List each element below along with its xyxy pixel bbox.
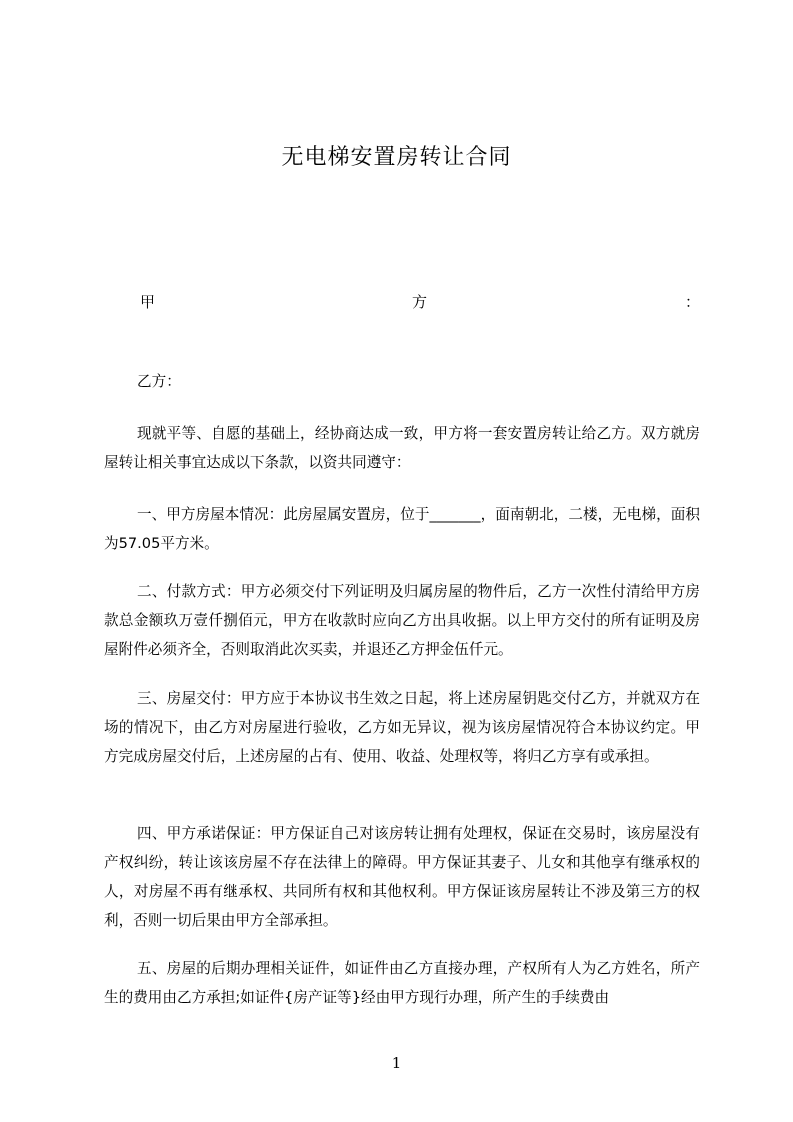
party-a-char-2: 方 [412, 293, 428, 311]
clause-4-paragraph: 四、甲方承诺保证：甲方保证自己对该房转让拥有处理权，保证在交易时，该房屋没有产权纠纷，转让该该房屋不存在法律上的障碍。甲方保证其妻子、儿女和其他享有继承权的人，对房屋不再有继承权、共同所有权和其他权利。甲方保证该房屋转让不涉及第三方的权利，否则一切后果由甲方全部承担。 [104, 825, 700, 929]
clause-3-paragraph: 三、房屋交付：甲方应于本协议书生效之日起，将上述房屋钥匙交付乙方，并就双方在场的情况下，由乙方对房屋进行验收，乙方如无异议，视为该房屋情况符合本协议约定。甲方完成房屋交付后，上述房屋的占有、使用、收益、处理权等，将归乙方享有或承担。 [104, 690, 700, 765]
document-title: 无电梯安置房转让合同 [281, 145, 512, 170]
page-number: 1 [391, 1054, 402, 1072]
party-a-line [140, 291, 701, 311]
party-a-char-1: 甲 [140, 293, 156, 311]
clause-5-paragraph: 五、房屋的后期办理相关证件，如证件由乙方直接办理，产权所有人为乙方姓名，所产生的费用由乙方承担;如证件{房产证等}经由甲方现行办理，所产生的手续费由 [104, 960, 700, 1006]
clause-2-paragraph: 二、付款方式：甲方必须交付下列证明及归属房屋的物件后，乙方一次性付清给甲方房款总金额玖万壹仟捌佰元，甲方在收款时应向乙方出具收据。以上甲方交付的所有证明及房屋附件必须齐全，否则取消此次买卖，并退还乙方押金伍仟元。 [104, 583, 700, 658]
party-a-colon: ： [685, 293, 701, 311]
party-b-line: 乙方： [137, 373, 181, 390]
clause-1-paragraph: 一、甲方房屋本情况：此房屋属安置房，位于_______，面南朝北，二楼，无电梯，面积为57.05平方米。 [104, 506, 700, 552]
preamble-paragraph: 现就平等、自愿的基础上，经协商达成一致，甲方将一套安置房转让给乙方。双方就房屋转让相关事宜达成以下条款，以资共同遵守： [104, 425, 700, 471]
